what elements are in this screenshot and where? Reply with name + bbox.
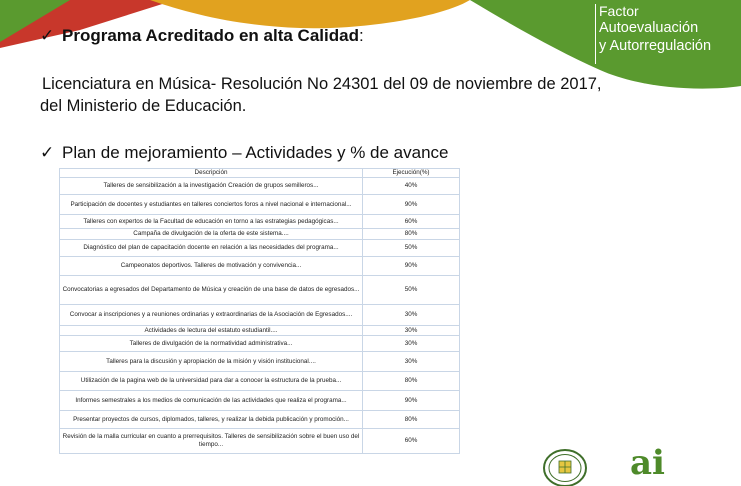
activity-description: Talleres de sensibilización a la investigación Creación de grupos semilleros... xyxy=(60,178,363,195)
activity-description: Talleres de divulgación de la normatividad administrativa... xyxy=(60,336,363,352)
header-ejecucion: Ejecución(%) xyxy=(363,169,460,178)
factor-title-line2: y Autorregulación xyxy=(599,38,712,54)
table-row xyxy=(60,195,460,215)
factor-badge xyxy=(595,4,741,64)
activity-progress: 60% xyxy=(363,429,460,454)
activity-progress: 50% xyxy=(363,240,460,257)
activity-progress: 80% xyxy=(363,411,460,429)
item1-title: Programa Acreditado en alta Calidad xyxy=(62,26,359,45)
activity-description: Campeonatos deportivos. Talleres de motivación y convivencia... xyxy=(60,257,363,276)
activity-progress: 50% xyxy=(363,276,460,305)
table-row xyxy=(60,352,460,372)
activity-progress: 80% xyxy=(363,372,460,391)
header-descripcion: Descripción xyxy=(60,169,363,178)
activity-progress: 30% xyxy=(363,336,460,352)
item2-heading: Plan de mejoramiento – Actividades y % de avance xyxy=(62,143,449,162)
activity-description: Talleres para la discusión y apropiación de la misión y visión institucional.... xyxy=(60,352,363,372)
item1-detail-line2: del Ministerio de Educación. xyxy=(40,97,247,115)
table-row xyxy=(60,276,460,305)
activity-description: Utilización de la pagina web de la universidad para dar a conocer la estructura de la prueba... xyxy=(60,372,363,391)
activity-progress: 30% xyxy=(363,326,460,336)
item1-heading xyxy=(62,26,364,46)
activity-progress: 80% xyxy=(363,229,460,240)
table-header-row xyxy=(60,169,460,178)
factor-title-line1: Autoevaluación xyxy=(599,20,699,36)
activity-progress: 30% xyxy=(363,352,460,372)
factor-label: Factor xyxy=(599,3,639,19)
table-row xyxy=(60,229,460,240)
activity-progress: 90% xyxy=(363,391,460,411)
activity-description: Participación de docentes y estudiantes en talleres conciertos foros a nivel nacional e internacional... xyxy=(60,195,363,215)
activity-progress: 90% xyxy=(363,257,460,276)
activity-progress: 90% xyxy=(363,195,460,215)
ai-logo: ai xyxy=(630,443,665,483)
checkmark-icon: ✓ xyxy=(40,143,55,162)
checkmark-icon: ✓ xyxy=(40,26,55,45)
activity-progress: 60% xyxy=(363,215,460,229)
table-row xyxy=(60,391,460,411)
table-row xyxy=(60,257,460,276)
activity-description: Convocar a inscripciones y a reuniones ordinarias y extraordinarias de la Asociación de Egresados.... xyxy=(60,305,363,326)
table-row xyxy=(60,305,460,326)
activity-description: Revisión de la malla curricular en cuanto a prerrequisitos. Talleres de sensibilización sobre el buen uso del tiempo... xyxy=(60,429,363,454)
table-row xyxy=(60,326,460,336)
university-seal-icon xyxy=(542,446,588,486)
table-row xyxy=(60,372,460,391)
table-row xyxy=(60,429,460,454)
item1-colon: : xyxy=(358,26,364,45)
table-row xyxy=(60,240,460,257)
activity-progress: 30% xyxy=(363,305,460,326)
activity-description: Actividades de lectura del estatuto estudiantil.... xyxy=(60,326,363,336)
activity-description: Campaña de divulgación de la oferta de este sistema.... xyxy=(60,229,363,240)
activity-description: Convocatorias a egresados del Departamento de Música y creación de una base de datos de egresados... xyxy=(60,276,363,305)
activities-table xyxy=(59,168,460,454)
table-row xyxy=(60,336,460,352)
activity-description: Talleres con expertos de la Facultad de educación en torno a las estrategias pedagógicas... xyxy=(60,215,363,229)
table-row xyxy=(60,215,460,229)
table-row xyxy=(60,178,460,195)
activity-description: Presentar proyectos de cursos, diplomados, talleres, y realizar la debida publicación y promoción... xyxy=(60,411,363,429)
activity-progress: 40% xyxy=(363,178,460,195)
item1-detail-line1: Licenciatura en Música- Resolución No 24301 del 09 de noviembre de 2017, xyxy=(42,75,602,93)
orange-wave-shape xyxy=(150,0,470,28)
activity-description: Informes semestrales a los medios de comunicación de las actividades que realiza el programa... xyxy=(60,391,363,411)
table-row xyxy=(60,411,460,429)
activity-description: Diagnóstico del plan de capacitación docente en relación a las necesidades del programa... xyxy=(60,240,363,257)
